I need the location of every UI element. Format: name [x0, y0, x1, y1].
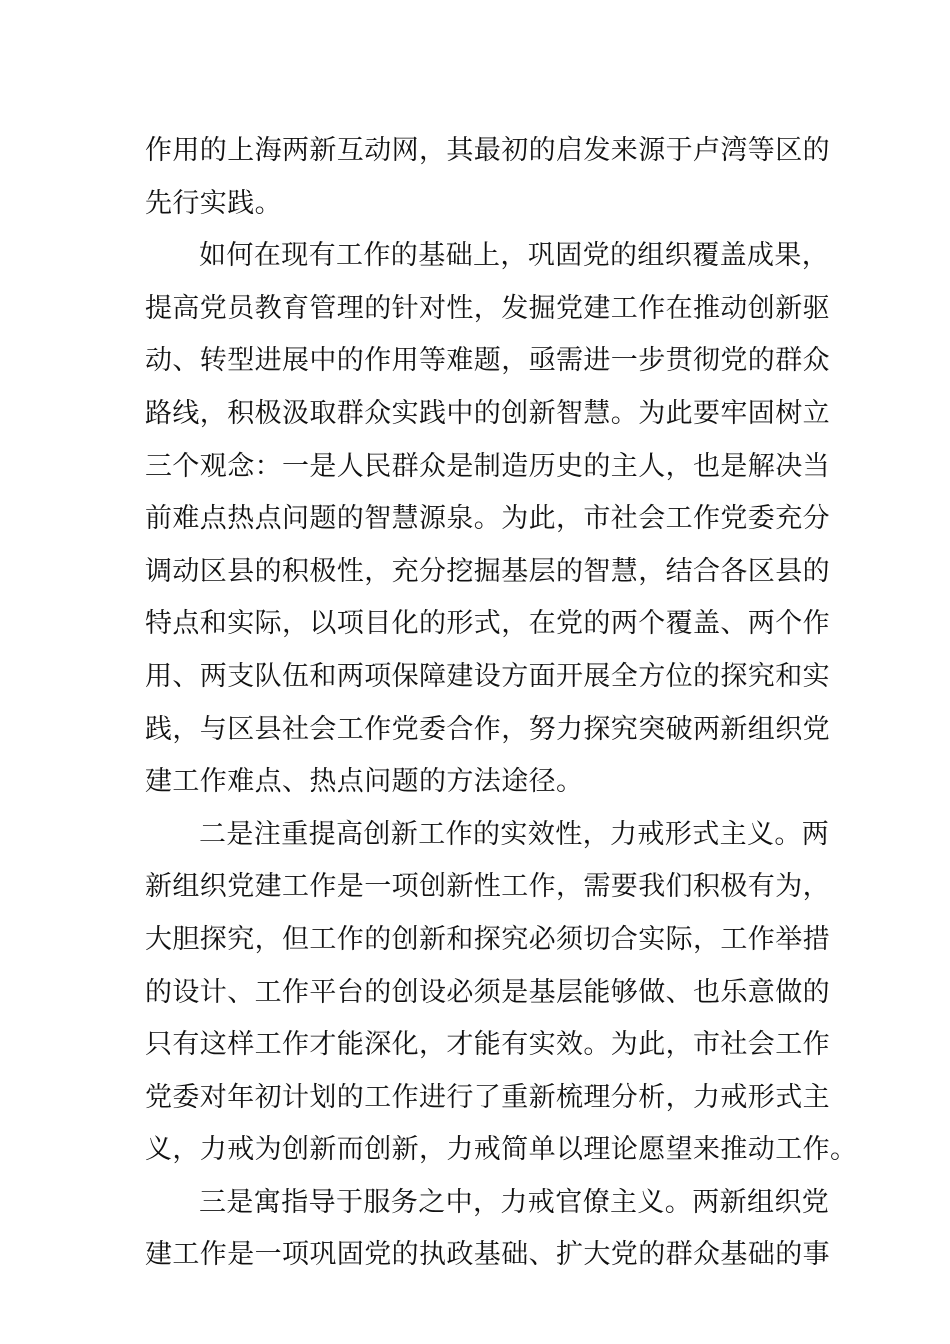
- text-line: 义，力戒为创新而创新，力戒简单以理论愿望来推动工作。: [145, 1134, 858, 1166]
- text-line: 建工作是一项巩固党的执政基础、扩大党的群众基础的事: [145, 1239, 830, 1271]
- text-line: 践，与区县社会工作党委合作，努力探究突破两新组织党: [145, 713, 830, 745]
- text-line: 党委对年初计划的工作进行了重新梳理分析，力戒形式主: [145, 1081, 830, 1113]
- text-line: 三个观念：一是人民群众是制造历史的主人，也是解决当: [145, 450, 830, 482]
- text-line: 特点和实际，以项目化的形式，在党的两个覆盖、两个作: [145, 608, 830, 640]
- text-line: 前难点热点问题的智慧源泉。为此，市社会工作党委充分: [145, 503, 830, 535]
- text-line: 作用的上海两新互动网，其最初的启发来源于卢湾等区的: [145, 135, 830, 166]
- text-line: 新组织党建工作是一项创新性工作，需要我们积极有为，: [145, 871, 830, 903]
- text-line: 动、转型进展中的作用等难题，亟需进一步贯彻党的群众: [145, 345, 830, 377]
- text-line: 用、两支队伍和两项保障建设方面开展全方位的探究和实: [145, 660, 830, 692]
- text-line: 先行实践。: [145, 187, 282, 219]
- paragraph-first-line: 二是注重提高创新工作的实效性，力戒形式主义。两: [199, 818, 830, 850]
- text-line: 建工作难点、热点问题的方法途径。: [145, 766, 584, 798]
- text-line: 的设计、工作平台的创设必须是基层能够做、也乐意做的: [145, 976, 830, 1008]
- paragraph-first-line: 三是寓指导于服务之中，力戒官僚主义。两新组织党: [199, 1186, 830, 1218]
- text-line: 路线，积极汲取群众实践中的创新智慧。为此要牢固树立: [145, 397, 830, 429]
- text-line: 只有这样工作才能深化，才能有实效。为此，市社会工作: [145, 1029, 830, 1061]
- body-text: [145, 125, 858, 1282]
- text-line: 提高党员教育管理的针对性，发掘党建工作在推动创新驱: [145, 292, 830, 324]
- text-line: 调动区县的积极性，充分挖掘基层的智慧，结合各区县的: [145, 555, 830, 587]
- text-line: 大胆探究，但工作的创新和探究必须切合实际，工作举措: [145, 923, 830, 955]
- paragraph-first-line: 如何在现有工作的基础上，巩固党的组织覆盖成果，: [199, 240, 830, 272]
